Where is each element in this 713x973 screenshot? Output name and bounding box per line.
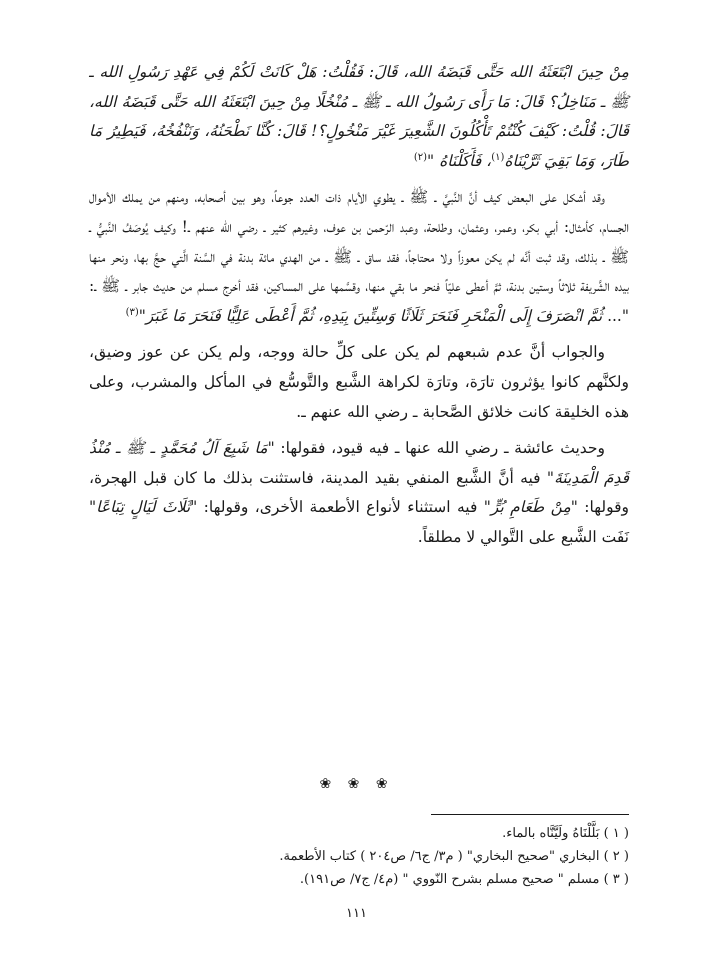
- section-divider-stars: ❀ ❀ ❀: [319, 776, 394, 792]
- text-segment: ": [138, 306, 146, 325]
- hadith-quote: ثَلَاثَ لَيَالٍ تِبَاعًا: [96, 498, 191, 517]
- footnote-marker: ( ٢ ): [603, 849, 629, 864]
- hadith-quote: مِنْ طَعَامِ بُرٍّ: [490, 498, 571, 517]
- footnote-reference: (١): [491, 151, 505, 163]
- hadith-quote: مَا شَبِعَ آلُ مُحَمَّدٍ ـ ﷺ ـ مُنْذُ قَدِمَ الْمَدِينَةَ: [89, 439, 630, 487]
- footnote: [89, 868, 629, 891]
- page-number: ١١١: [346, 906, 367, 921]
- paragraph: [89, 183, 629, 331]
- footnote-separator-line: [431, 814, 629, 815]
- footnote: [89, 822, 629, 845]
- footnote-marker: ( ١ ): [603, 826, 629, 841]
- paragraph: [89, 434, 629, 552]
- main-text-block: [89, 58, 629, 560]
- text-segment: " نَفَت الشَّبع على التَّوالي لا مطلقاً.: [89, 498, 629, 546]
- footnote: [89, 845, 629, 868]
- footnote-reference: (٢): [413, 151, 428, 163]
- hadith-quote: مِنْ حِينَ ابْتَعَثَهُ الله حَتَّى قَبَضَهُ الله، قَالَ: فَقُلْتُ: هَلْ كَانَتْ لَكُمْ فِي عَهْدِ رَسُولِ الله ـ ﷺ ـ مَنَاخِلُ؟ قَالَ: مَا رَأَى رَسُولُ الله ـ ﷺ ـ مُنْخُلًا مِنْ حِينَ ابْتَعَثَهُ الله حَتَّى قَبَضَهُ الله، قَالَ: قُلْتُ: كَيْفَ كُنْتُمْ تَأْكُلُونَ الشَّعِيرَ غَيْرَ مَنْخُولٍ؟! قَالَ: كُنَّا نَطْحَنُهُ، وَنَنْفُخُهُ، فَيَطِيرُ مَا طَارَ، وَمَا بَقِيَ ثَرَّيْنَاهُ: [89, 63, 629, 170]
- footnote-reference: (٣): [125, 306, 139, 318]
- footnote-text: بَلَّلْنَاهُ ولَيَّنَّاه بالماء.: [502, 826, 600, 841]
- hadith-quote: ثُمَّ انْصَرَفَ إِلَى الْمَنْحَرِ فَنَحَرَ ثَلَاثًا وَسِتِّينَ بِيَدِهِ، ثُمَّ أَعْطَى عَلِيًّا فَنَحَرَ مَا غَبَرَ: [145, 306, 603, 325]
- footnote-text: البخاري "صحيح البخاري" ( م٣/ ج٦/ ص٢٠٤ ) كتاب الأطعمة.: [279, 849, 600, 864]
- text-segment: والجواب أنَّ عدم شبعهم لم يكن على كلِّ حالة ووجه، ولم يكن عن عوز وضيق، ولكنَّهم كانوا يؤثرون تارَة، وتارَة لكراهة الشَّبع والتَّوسُّع في المأكل والمشرب، وعلى هذه الخليقة كانت خلائق الصَّحابة ـ رضي الله عنهم ـ.: [89, 343, 629, 421]
- text-segment: " فيه أنَّ الشَّبع المنفي بقيد المدينة، فاستثنت بذلك ما كان قبل الهجرة، وقولها: ": [89, 468, 629, 517]
- text-segment: وقد أشكل على البعض كيف أنَّ النَّبيَّ ـ ﷺ ـ يطوي الأيام ذات العدد جوعاً، وهو بين أصحابه، ومنهم من يملك الأموال الجسام، كأمثال: أبي بكر، وعمر، وعثمان، وطلحة، وعبد الرّحمن بن عوف، وغيرهم كثير ـ رضي الله عنهم ـ! وكيف يُوصَفُ النَّبيُّ ـ ﷺ ـ بذلك، وقد ثبت أنَّه لم يكن معوزاً ولا محتاجاً، فقد ساق ـ ﷺ ـ من الهدي مائة بدنة في السَّنة الَّتي حجَّ بها، ونحر منها بيده الشَّريفة ثلاثاً وستين بدنة، ثمَّ أعطى عليّاً فنحر ما بقي منها، وقسَّمها على المساكين، فقد أخرج مسلم من حديث جابر ـ ﷺ ـ: "...: [89, 188, 629, 325]
- paragraph: [89, 338, 629, 427]
- text-segment: وحديث عائشة ـ رضي الله عنها ـ فيه قيود، فقولها: ": [267, 439, 606, 458]
- hadith-quote: ، فَأَكَلْنَاهُ ": [427, 151, 492, 170]
- footnote-marker: ( ٣ ): [603, 872, 629, 887]
- footnote-text: مسلم " صحيح مسلم بشرح النّووي " (م٤/ ج٧/ ص١٩١).: [299, 872, 600, 887]
- footnotes-block: [89, 822, 629, 891]
- text-segment: " فيه استثناء لأنواع الأطعمة الأخرى، وقولها: ": [190, 498, 491, 517]
- paragraph: [89, 58, 629, 176]
